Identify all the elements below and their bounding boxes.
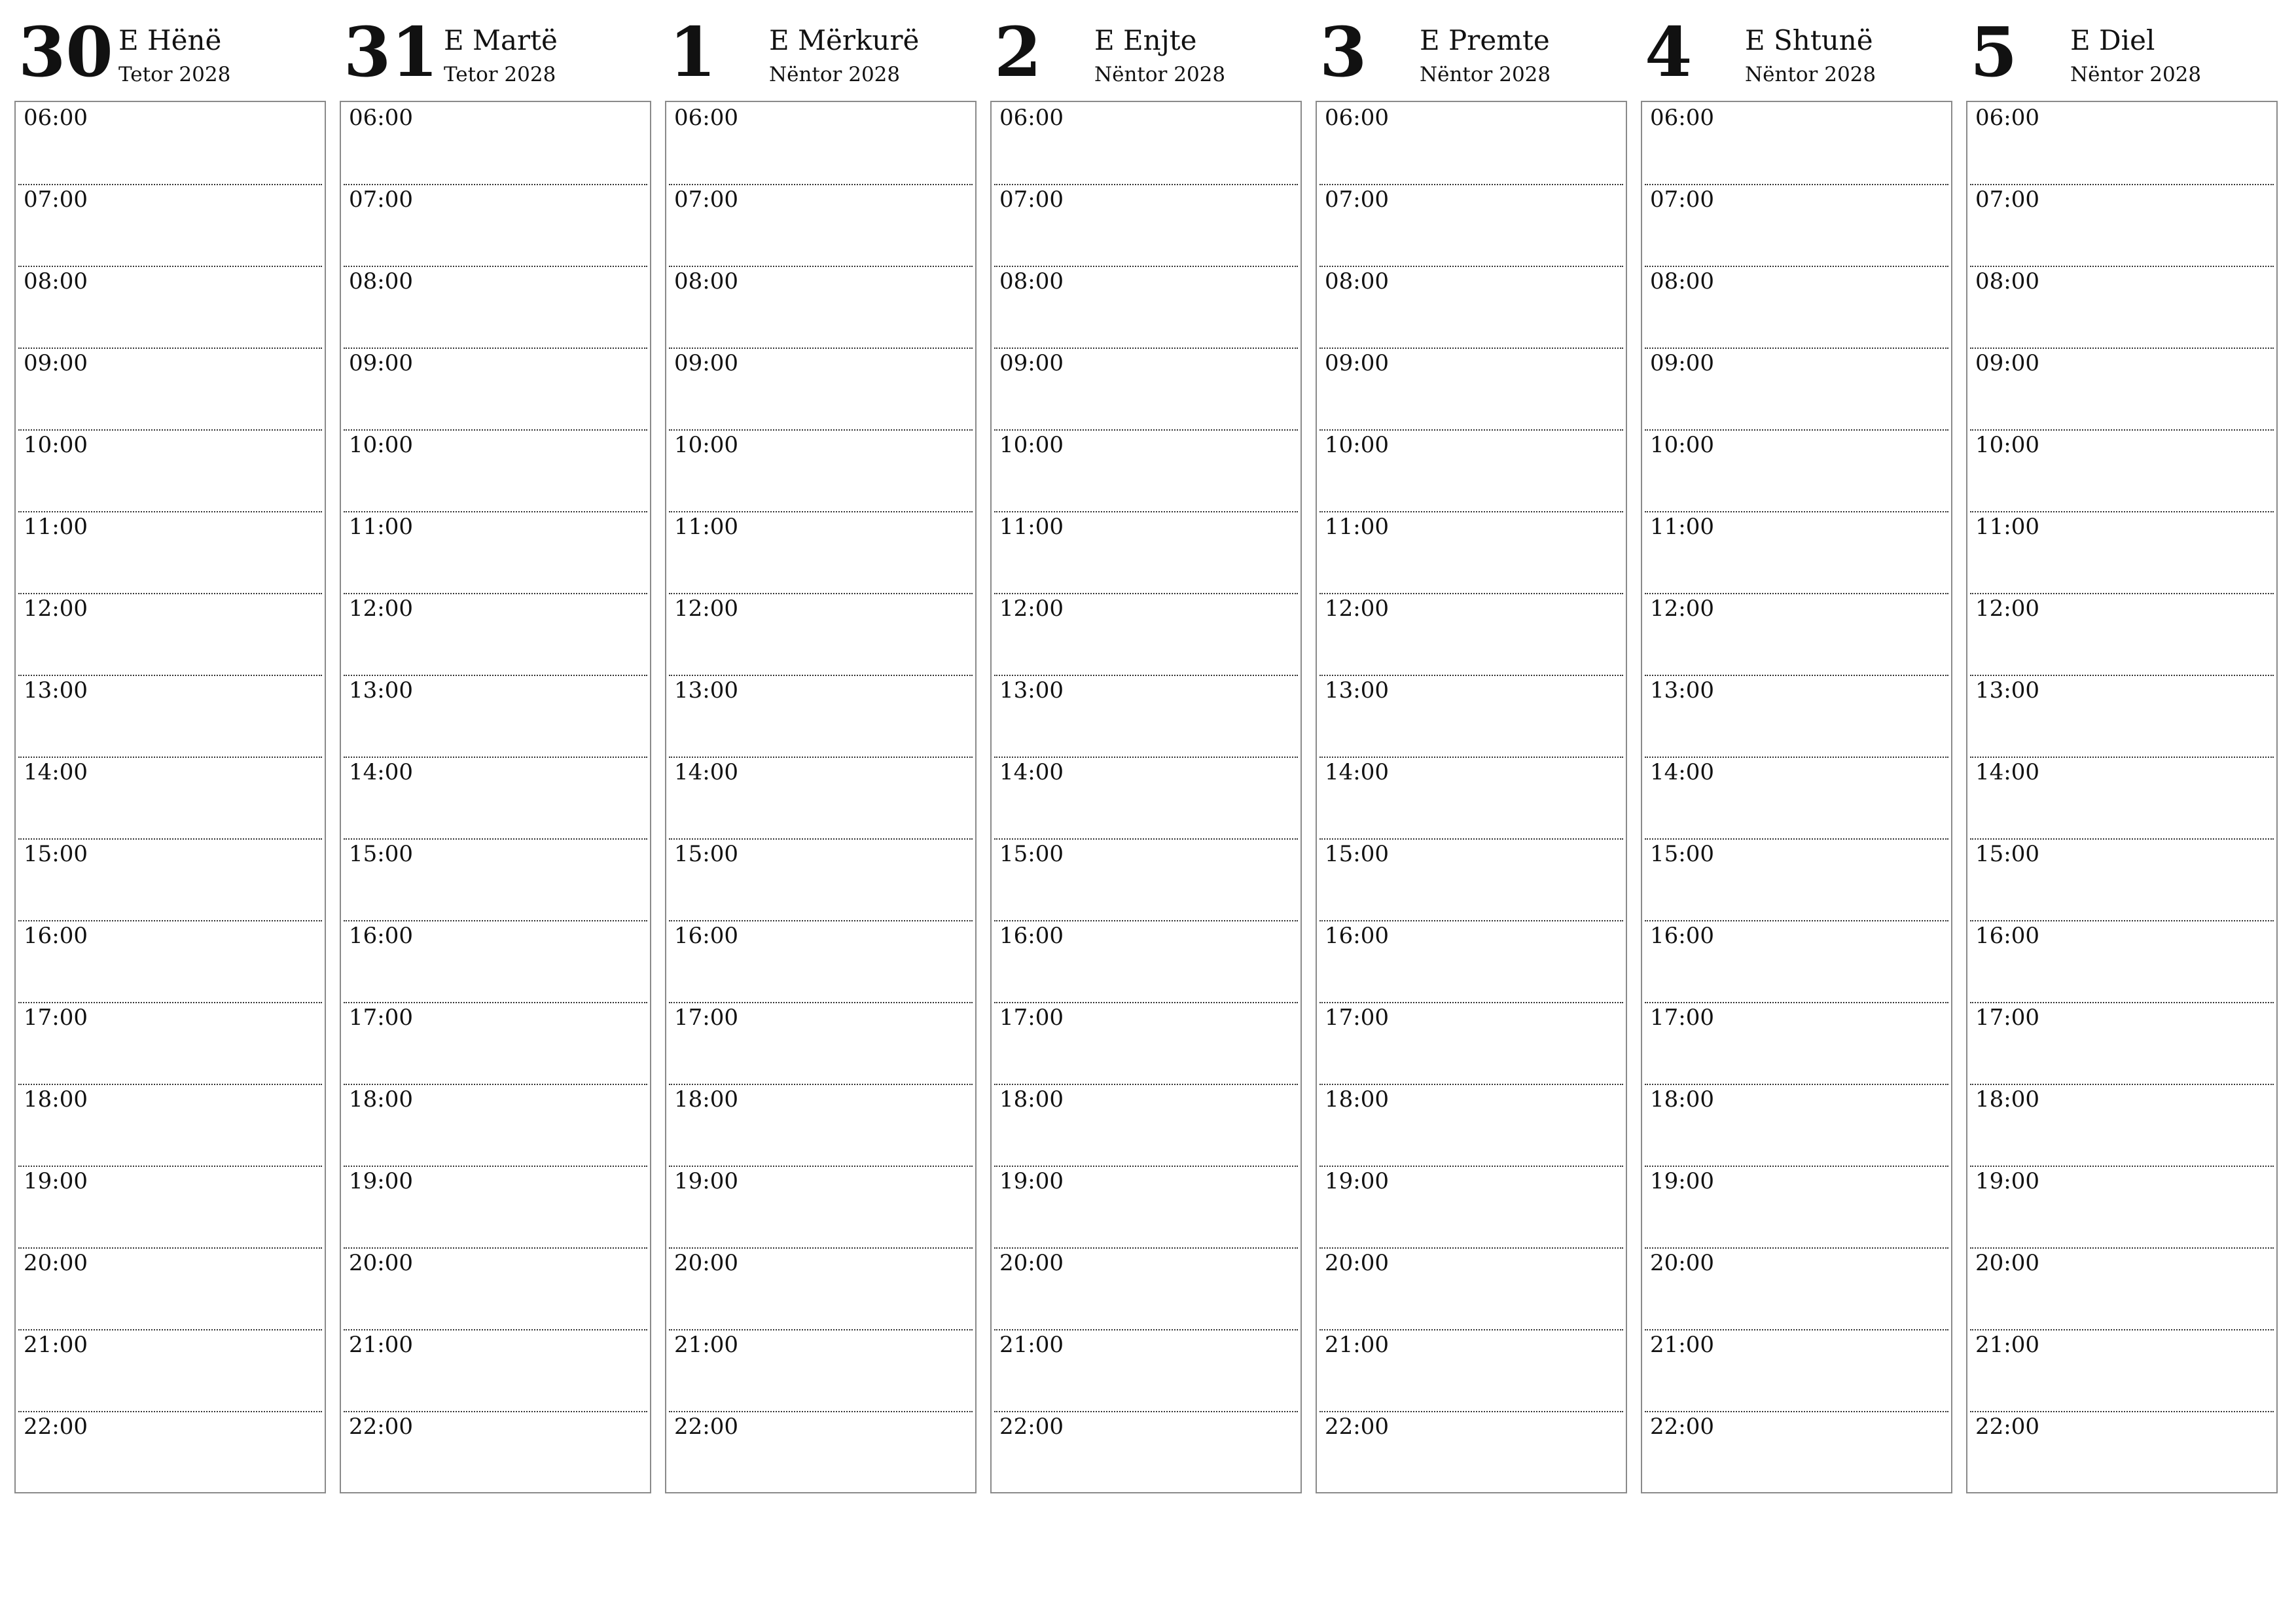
day-name: E Hënë [118,24,222,56]
hour-label: 22:00 [1975,1414,2039,1440]
hour-slot[interactable] [666,102,975,184]
hour-slot[interactable] [1967,593,2276,675]
hour-slot[interactable] [1317,593,1626,675]
hour-label: 08:00 [1650,268,1714,294]
day-column [1316,0,1627,1505]
hour-slot[interactable] [1967,757,2276,838]
hour-label: 07:00 [1325,187,1389,213]
hour-label: 19:00 [674,1168,738,1194]
hour-label: 14:00 [999,759,1064,785]
hour-label: 22:00 [999,1414,1064,1440]
hour-label: 21:00 [1325,1332,1389,1358]
hour-slot[interactable] [16,675,325,757]
hour-slot[interactable] [666,266,975,348]
hour-label: 12:00 [1325,596,1389,622]
hour-label: 09:00 [999,350,1064,376]
hour-label: 13:00 [1325,677,1389,704]
hour-slot[interactable] [16,184,325,266]
hour-label: 20:00 [24,1250,88,1276]
hour-label: 16:00 [999,923,1064,949]
day-header [1966,0,2278,99]
hour-label: 16:00 [349,923,413,949]
hour-slot[interactable] [992,593,1300,675]
hour-slot[interactable] [1967,1166,2276,1247]
hour-label: 15:00 [24,841,88,867]
hour-slot[interactable] [341,266,650,348]
hour-slot[interactable] [666,1002,975,1084]
hour-slot[interactable] [341,102,650,184]
hour-label: 08:00 [674,268,738,294]
hour-slot[interactable] [16,102,325,184]
hour-label: 09:00 [349,350,413,376]
hour-slot[interactable] [666,1084,975,1166]
day-column [1966,0,2278,1505]
month-year: Tetor 2028 [444,63,556,86]
hour-label: 18:00 [24,1086,88,1113]
hour-label: 10:00 [1325,432,1389,458]
hour-slot[interactable] [666,1166,975,1247]
hour-label: 12:00 [674,596,738,622]
hour-label: 18:00 [1325,1086,1389,1113]
day-number: 30 [18,12,113,92]
hour-slot[interactable] [341,593,650,675]
hour-slot[interactable] [16,348,325,429]
hour-slot[interactable] [1317,266,1626,348]
hour-label: 19:00 [24,1168,88,1194]
hour-label: 13:00 [24,677,88,704]
hour-slot[interactable] [1317,838,1626,920]
hour-slot[interactable] [1642,1411,1951,1493]
hour-label: 18:00 [1650,1086,1714,1113]
hour-label: 15:00 [1650,841,1714,867]
hour-slot[interactable] [1642,184,1951,266]
hour-slot[interactable] [992,838,1300,920]
hour-slot[interactable] [341,1247,650,1329]
hour-slot[interactable] [666,348,975,429]
hour-label: 17:00 [24,1005,88,1031]
hour-label: 21:00 [674,1332,738,1358]
hour-slot[interactable] [666,920,975,1002]
hour-slot[interactable] [1967,184,2276,266]
hour-slot[interactable] [992,429,1300,511]
hour-label: 17:00 [349,1005,413,1031]
hour-slot[interactable] [1642,348,1951,429]
hour-label: 22:00 [674,1414,738,1440]
month-year: Nëntor 2028 [1094,63,1226,86]
hour-slot[interactable] [992,1247,1300,1329]
hour-label: 21:00 [1975,1332,2039,1358]
hour-label: 11:00 [1975,514,2039,540]
hour-label: 19:00 [349,1168,413,1194]
hour-slot[interactable] [1967,838,2276,920]
hour-slot[interactable] [1642,1247,1951,1329]
hour-slot[interactable] [1642,1002,1951,1084]
hour-slot[interactable] [1967,1329,2276,1411]
hour-slot[interactable] [992,1002,1300,1084]
hour-label: 16:00 [1325,923,1389,949]
hour-slot[interactable] [1967,266,2276,348]
hour-slot[interactable] [666,675,975,757]
hour-slot[interactable] [1967,1411,2276,1493]
day-header [1641,0,1952,99]
hour-slot[interactable] [666,757,975,838]
hour-label: 20:00 [1975,1250,2039,1276]
hour-slot[interactable] [341,511,650,593]
day-schedule-box[interactable] [1966,101,2278,1493]
day-header [990,0,1302,99]
hour-label: 14:00 [1650,759,1714,785]
hour-slot[interactable] [1967,429,2276,511]
hour-slot[interactable] [992,1166,1300,1247]
hour-slot[interactable] [666,184,975,266]
hour-label: 15:00 [999,841,1064,867]
hour-label: 18:00 [349,1086,413,1113]
hour-slot[interactable] [16,511,325,593]
day-column [1641,0,1952,1505]
day-header [14,0,326,99]
hour-slot[interactable] [1317,1329,1626,1411]
hour-label: 06:00 [999,105,1064,131]
hour-slot[interactable] [16,1329,325,1411]
hour-slot[interactable] [341,1329,650,1411]
hour-slot[interactable] [1317,348,1626,429]
hour-label: 10:00 [349,432,413,458]
hour-slot[interactable] [1317,920,1626,1002]
hour-slot[interactable] [341,1084,650,1166]
hour-label: 18:00 [999,1086,1064,1113]
hour-label: 07:00 [1975,187,2039,213]
hour-slot[interactable] [1967,102,2276,184]
hour-slot[interactable] [1317,1166,1626,1247]
hour-slot[interactable] [1967,1002,2276,1084]
hour-label: 14:00 [349,759,413,785]
month-year: Nëntor 2028 [769,63,901,86]
hour-slot[interactable] [16,593,325,675]
hour-label: 07:00 [349,187,413,213]
day-name: E Shtunë [1745,24,1873,56]
hour-label: 22:00 [349,1414,413,1440]
day-number: 4 [1645,12,1693,92]
hour-slot[interactable] [1317,1002,1626,1084]
hour-slot[interactable] [992,348,1300,429]
hour-label: 13:00 [1650,677,1714,704]
hour-slot[interactable] [16,920,325,1002]
hour-label: 15:00 [1325,841,1389,867]
hour-label: 18:00 [1975,1086,2039,1113]
month-year: Nëntor 2028 [1745,63,1876,86]
hour-slot[interactable] [1642,266,1951,348]
hour-label: 18:00 [674,1086,738,1113]
hour-slot[interactable] [1642,920,1951,1002]
hour-label: 12:00 [1650,596,1714,622]
hour-slot[interactable] [992,675,1300,757]
day-schedule-box[interactable] [990,101,1302,1493]
hour-label: 09:00 [674,350,738,376]
month-year: Tetor 2028 [118,63,231,86]
hour-label: 20:00 [999,1250,1064,1276]
hour-label: 13:00 [1975,677,2039,704]
hour-label: 22:00 [1325,1414,1389,1440]
hour-label: 14:00 [674,759,738,785]
hour-slot[interactable] [341,920,650,1002]
hour-slot[interactable] [992,511,1300,593]
hour-label: 19:00 [1325,1168,1389,1194]
hour-slot[interactable] [1317,511,1626,593]
hour-label: 20:00 [1325,1250,1389,1276]
hour-slot[interactable] [1317,1084,1626,1166]
hour-slot[interactable] [1642,838,1951,920]
day-schedule-box[interactable] [340,101,651,1493]
hour-label: 10:00 [1975,432,2039,458]
hour-label: 21:00 [24,1332,88,1358]
hour-slot[interactable] [1317,1411,1626,1493]
hour-label: 13:00 [999,677,1064,704]
hour-label: 14:00 [1975,759,2039,785]
day-column [14,0,326,1505]
day-number: 3 [1319,12,1367,92]
hour-label: 17:00 [1325,1005,1389,1031]
day-column [665,0,977,1505]
hour-label: 11:00 [1650,514,1714,540]
hour-slot[interactable] [16,1411,325,1493]
hour-slot[interactable] [341,348,650,429]
hour-label: 13:00 [349,677,413,704]
hour-label: 14:00 [24,759,88,785]
hour-slot[interactable] [1642,1329,1951,1411]
hour-label: 09:00 [1975,350,2039,376]
hour-label: 20:00 [349,1250,413,1276]
hour-label: 09:00 [1650,350,1714,376]
hour-slot[interactable] [992,184,1300,266]
hour-label: 06:00 [1650,105,1714,131]
hour-slot[interactable] [1642,1084,1951,1166]
hour-label: 06:00 [24,105,88,131]
day-number: 1 [669,12,717,92]
hour-slot[interactable] [992,757,1300,838]
hour-label: 11:00 [999,514,1064,540]
hour-slot[interactable] [16,1166,325,1247]
hour-label: 07:00 [999,187,1064,213]
hour-label: 08:00 [24,268,88,294]
hour-label: 08:00 [349,268,413,294]
hour-slot[interactable] [1317,184,1626,266]
day-column [990,0,1302,1505]
hour-label: 22:00 [24,1414,88,1440]
hour-label: 10:00 [674,432,738,458]
day-header [665,0,977,99]
hour-label: 20:00 [674,1250,738,1276]
hour-label: 16:00 [24,923,88,949]
day-column [340,0,651,1505]
hour-label: 15:00 [674,841,738,867]
day-header [340,0,651,99]
day-name: E Premte [1420,24,1550,56]
hour-slot[interactable] [1317,429,1626,511]
hour-slot[interactable] [666,1329,975,1411]
hour-label: 06:00 [349,105,413,131]
hour-label: 09:00 [1325,350,1389,376]
hour-slot[interactable] [16,266,325,348]
hour-label: 16:00 [1650,923,1714,949]
hour-slot[interactable] [1642,757,1951,838]
hour-slot[interactable] [341,429,650,511]
hour-slot[interactable] [341,184,650,266]
hour-label: 12:00 [24,596,88,622]
day-name: E Enjte [1094,24,1197,56]
hour-label: 12:00 [1975,596,2039,622]
hour-label: 17:00 [1650,1005,1714,1031]
hour-label: 11:00 [1325,514,1389,540]
hour-label: 15:00 [1975,841,2039,867]
hour-label: 08:00 [999,268,1064,294]
hour-label: 11:00 [674,514,738,540]
day-number: 5 [1970,12,2018,92]
day-name: E Mërkurë [769,24,920,56]
day-name: E Diel [2070,24,2155,56]
hour-slot[interactable] [666,1247,975,1329]
hour-label: 19:00 [999,1168,1064,1194]
hour-slot[interactable] [341,675,650,757]
hour-label: 22:00 [1650,1414,1714,1440]
hour-slot[interactable] [666,511,975,593]
hour-label: 08:00 [1325,268,1389,294]
hour-label: 13:00 [674,677,738,704]
hour-slot[interactable] [1642,511,1951,593]
hour-slot[interactable] [1967,348,2276,429]
hour-slot[interactable] [16,1247,325,1329]
day-schedule-box[interactable] [1316,101,1627,1493]
hour-slot[interactable] [16,838,325,920]
hour-label: 17:00 [999,1005,1064,1031]
hour-slot[interactable] [992,1411,1300,1493]
hour-label: 06:00 [1325,105,1389,131]
day-schedule-box[interactable] [14,101,326,1493]
hour-label: 17:00 [674,1005,738,1031]
hour-slot[interactable] [1317,757,1626,838]
hour-slot[interactable] [992,266,1300,348]
hour-label: 08:00 [1975,268,2039,294]
hour-slot[interactable] [992,920,1300,1002]
hour-slot[interactable] [1642,675,1951,757]
hour-label: 21:00 [349,1332,413,1358]
day-header [1316,0,1627,99]
hour-label: 09:00 [24,350,88,376]
hour-slot[interactable] [1317,102,1626,184]
hour-label: 07:00 [1650,187,1714,213]
hour-label: 17:00 [1975,1005,2039,1031]
hour-label: 06:00 [674,105,738,131]
hour-label: 16:00 [1975,923,2039,949]
hour-label: 15:00 [349,841,413,867]
hour-slot[interactable] [1642,429,1951,511]
hour-slot[interactable] [341,1166,650,1247]
hour-label: 21:00 [1650,1332,1714,1358]
day-schedule-box[interactable] [665,101,977,1493]
month-year: Nëntor 2028 [1420,63,1551,86]
hour-label: 10:00 [999,432,1064,458]
hour-slot[interactable] [666,593,975,675]
hour-label: 12:00 [349,596,413,622]
hour-slot[interactable] [1642,102,1951,184]
hour-slot[interactable] [992,102,1300,184]
hour-label: 12:00 [999,596,1064,622]
hour-label: 19:00 [1975,1168,2039,1194]
hour-slot[interactable] [992,1084,1300,1166]
hour-slot[interactable] [1317,675,1626,757]
hour-slot[interactable] [666,838,975,920]
hour-label: 06:00 [1975,105,2039,131]
hour-label: 11:00 [349,514,413,540]
hour-slot[interactable] [341,757,650,838]
hour-label: 16:00 [674,923,738,949]
hour-label: 21:00 [999,1332,1064,1358]
hour-slot[interactable] [666,429,975,511]
day-number: 2 [994,12,1042,92]
hour-label: 10:00 [24,432,88,458]
hour-slot[interactable] [1967,511,2276,593]
weekly-planner [14,0,2291,1505]
hour-slot[interactable] [1642,593,1951,675]
hour-slot[interactable] [1967,1084,2276,1166]
hour-slot[interactable] [1317,1247,1626,1329]
hour-slot[interactable] [16,757,325,838]
hour-slot[interactable] [16,429,325,511]
month-year: Nëntor 2028 [2070,63,2202,86]
day-schedule-box[interactable] [1641,101,1952,1493]
hour-label: 19:00 [1650,1168,1714,1194]
hour-label: 10:00 [1650,432,1714,458]
hour-slot[interactable] [341,1002,650,1084]
hour-slot[interactable] [1967,1247,2276,1329]
hour-slot[interactable] [992,1329,1300,1411]
hour-slot[interactable] [1967,675,2276,757]
hour-slot[interactable] [666,1411,975,1493]
hour-slot[interactable] [341,1411,650,1493]
hour-label: 11:00 [24,514,88,540]
hour-label: 07:00 [674,187,738,213]
hour-label: 20:00 [1650,1250,1714,1276]
hour-slot[interactable] [1642,1166,1951,1247]
hour-slot[interactable] [341,838,650,920]
day-number: 31 [344,12,439,92]
hour-slot[interactable] [1967,920,2276,1002]
hour-slot[interactable] [16,1002,325,1084]
day-name: E Martë [444,24,558,56]
hour-label: 07:00 [24,187,88,213]
hour-slot[interactable] [16,1084,325,1166]
hour-label: 14:00 [1325,759,1389,785]
